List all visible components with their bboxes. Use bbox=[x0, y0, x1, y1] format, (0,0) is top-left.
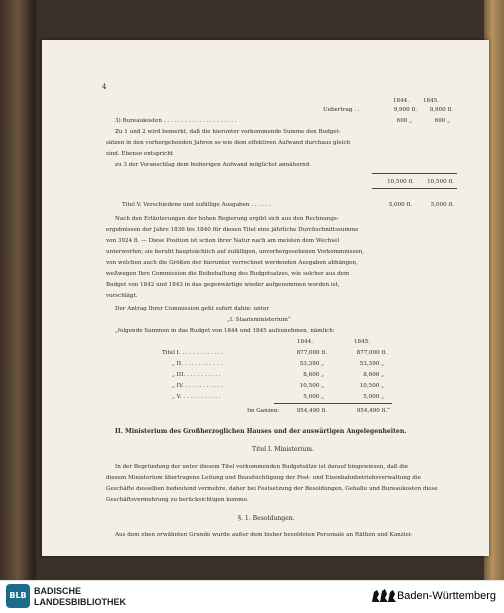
blb-name-line2: LANDESBIBLIOTHEK bbox=[34, 597, 126, 607]
staatsministerium-heading: „I. Staatsministerium“ bbox=[227, 317, 291, 323]
table-row-label: „ V. . . . . . . . . . . . bbox=[172, 394, 221, 400]
para2-line-7: Budget von 1842 und 1843 in das gegenwärtige wieder aufgenommen worden ist, bbox=[106, 282, 340, 288]
para2-line-3: von 3924 fl. — Diese Position ist schon ihrer Natur nach am meisten dem Wechsel bbox=[106, 238, 340, 244]
table-row-label: „ II. . . . . . . . . . . . bbox=[172, 361, 222, 367]
table-year-1844: 1844. bbox=[297, 339, 314, 345]
para1-line-4: zu 3 der Voranschlag dem bisherigen Aufwand möglichst annähernd. bbox=[115, 162, 312, 168]
titel5-1844: 5,000 fl. bbox=[388, 202, 412, 208]
table-row-label: „ III. . . . . . . . . . . bbox=[172, 372, 221, 378]
para2-line-1: Nach den Erläuterungen der hohen Regierung ergibt sich aus den Rechnungs- bbox=[115, 216, 339, 222]
uebertrag-label: Uebertrag . . bbox=[323, 107, 360, 113]
table-row-1845: 53,390 „ bbox=[359, 361, 384, 367]
para3-line-2: diesem Ministerium übertragene Leitung und Beaufsichtigung der Post- und Eisenbahnbetriebsverwaltung die bbox=[106, 475, 421, 481]
table-row-1845: 5,000 „ bbox=[363, 394, 384, 400]
baden-wuerttemberg-lions-icon bbox=[368, 586, 398, 606]
page-number: 4 bbox=[102, 83, 107, 91]
bureaukosten-1844: 600 „ bbox=[396, 118, 412, 124]
baden-wuerttemberg-text: Baden-Württemberg bbox=[396, 590, 496, 602]
blb-logo-icon: BLB bbox=[6, 584, 30, 608]
titel5-label: Titel V. Verschiedene und zufällige Ausgaben . . . . . . bbox=[122, 202, 271, 208]
paragraph-1-heading: §. 1. Besoldungen. bbox=[238, 515, 295, 522]
para1-line-2: sätzen in den vorhergehenden Jahren so wie dem effektiven Aufwand durchaus gleich bbox=[106, 140, 351, 146]
table-row-1844: 8,600 „ bbox=[303, 372, 324, 378]
table-total-label: Im Ganzen: bbox=[247, 408, 280, 414]
table-row-1845: 10,500 „ bbox=[359, 383, 384, 389]
para1-line-1: Zu 1 und 2 wird bemerkt, daß die hierunter vorkommende Summe den Budget- bbox=[115, 129, 341, 135]
table-total-1844: 954,490 fl. bbox=[296, 408, 327, 414]
para2-line-2: ergebnissen der Jahre 1836 bis 1840 für diesen Titel eine jährliche Durchschnittssumme bbox=[106, 227, 359, 233]
para2-line-8: vorschlägt. bbox=[106, 293, 138, 299]
para3-line-4: Geschäftsvermehrung zu berücksichtigen komme. bbox=[106, 497, 249, 503]
table-row-1844: 5,000 „ bbox=[303, 394, 324, 400]
para1-line-3: sind. Ebenso entspricht bbox=[106, 151, 174, 157]
antrag-text: Der Antrag Ihrer Commission geht sofort dahin: unter bbox=[115, 306, 269, 312]
folgende-text: „folgende Summen in das Budget von 1844 und 1845 aufzunehmen, nämlich: bbox=[115, 328, 335, 334]
para3-line-1: In der Begründung der unter diesem Titel vorkommenden Budgetsätze ist darauf hingewiesen, daß die bbox=[115, 464, 409, 470]
header-year-1844: 1844. bbox=[393, 98, 410, 104]
blb-name-line1: BADISCHE bbox=[34, 586, 82, 596]
bureaukosten-label: 3) Bureaukosten . . . . . . . . . . . . . . . . . . . . . bbox=[115, 118, 237, 124]
para2-line-5: von welchen auch die Größen der hierunter verrechnet werdenden Ausgaben abhängen, bbox=[106, 260, 358, 266]
table-year-1845: 1845. bbox=[354, 339, 371, 345]
header-year-1845: 1845. bbox=[423, 98, 440, 104]
sum-rule-top bbox=[372, 173, 457, 174]
table-row-1844: 53,390 „ bbox=[299, 361, 324, 367]
sum-rule-bottom bbox=[372, 188, 457, 189]
table-row-label: Titel I. . . . . . . . . . . . . bbox=[162, 350, 224, 356]
table-row-label: „ IV. . . . . . . . . . . . bbox=[172, 383, 223, 389]
para2-line-6: weßwegen Ihre Commission die Beibehaltung des Budgetsatzes, wie solcher aus dem bbox=[106, 271, 350, 277]
table-total-rule bbox=[274, 403, 392, 404]
sum-1845: 10,500 fl. bbox=[427, 179, 454, 185]
uebertrag-1844: 9,900 fl. bbox=[393, 107, 417, 113]
bureaukosten-1845: 600 „ bbox=[434, 118, 450, 124]
table-row-1844: 877,000 fl. bbox=[296, 350, 327, 356]
last-line: Aus dem eben erwähnten Grunde wurde außer dem bisher besoldeten Personale an Räthen und Kanzlei- bbox=[115, 532, 413, 538]
table-row-1844: 10,500 „ bbox=[299, 383, 324, 389]
table-row-1845: 8,600 „ bbox=[363, 372, 384, 378]
section-2-heading: II. Ministerium des Großherzoglichen Hauses und der auswärtigen Angelegenheiten. bbox=[115, 428, 407, 435]
table-total-1845: 954,490 fl.“ bbox=[356, 408, 390, 414]
document-page bbox=[42, 40, 489, 556]
para3-line-3: Geschäfte desselben bedeutend vermehre, daher bei Festsetzung der Besoldungen, Gehalte und Bureaukosten diese bbox=[106, 486, 438, 492]
uebertrag-1845: 9,900 fl. bbox=[429, 107, 453, 113]
para2-line-4: unterworfen; sie beruht hauptsächlich auf zufälligen, unvorhergesehenen Vorkommnissen, bbox=[106, 249, 365, 255]
table-row-1845: 877,000 fl. bbox=[356, 350, 387, 356]
titel5-1845: 5,000 fl. bbox=[430, 202, 454, 208]
sum-1844: 10,500 fl. bbox=[387, 179, 414, 185]
titel1-heading: Titel I. Ministerium. bbox=[252, 446, 314, 453]
